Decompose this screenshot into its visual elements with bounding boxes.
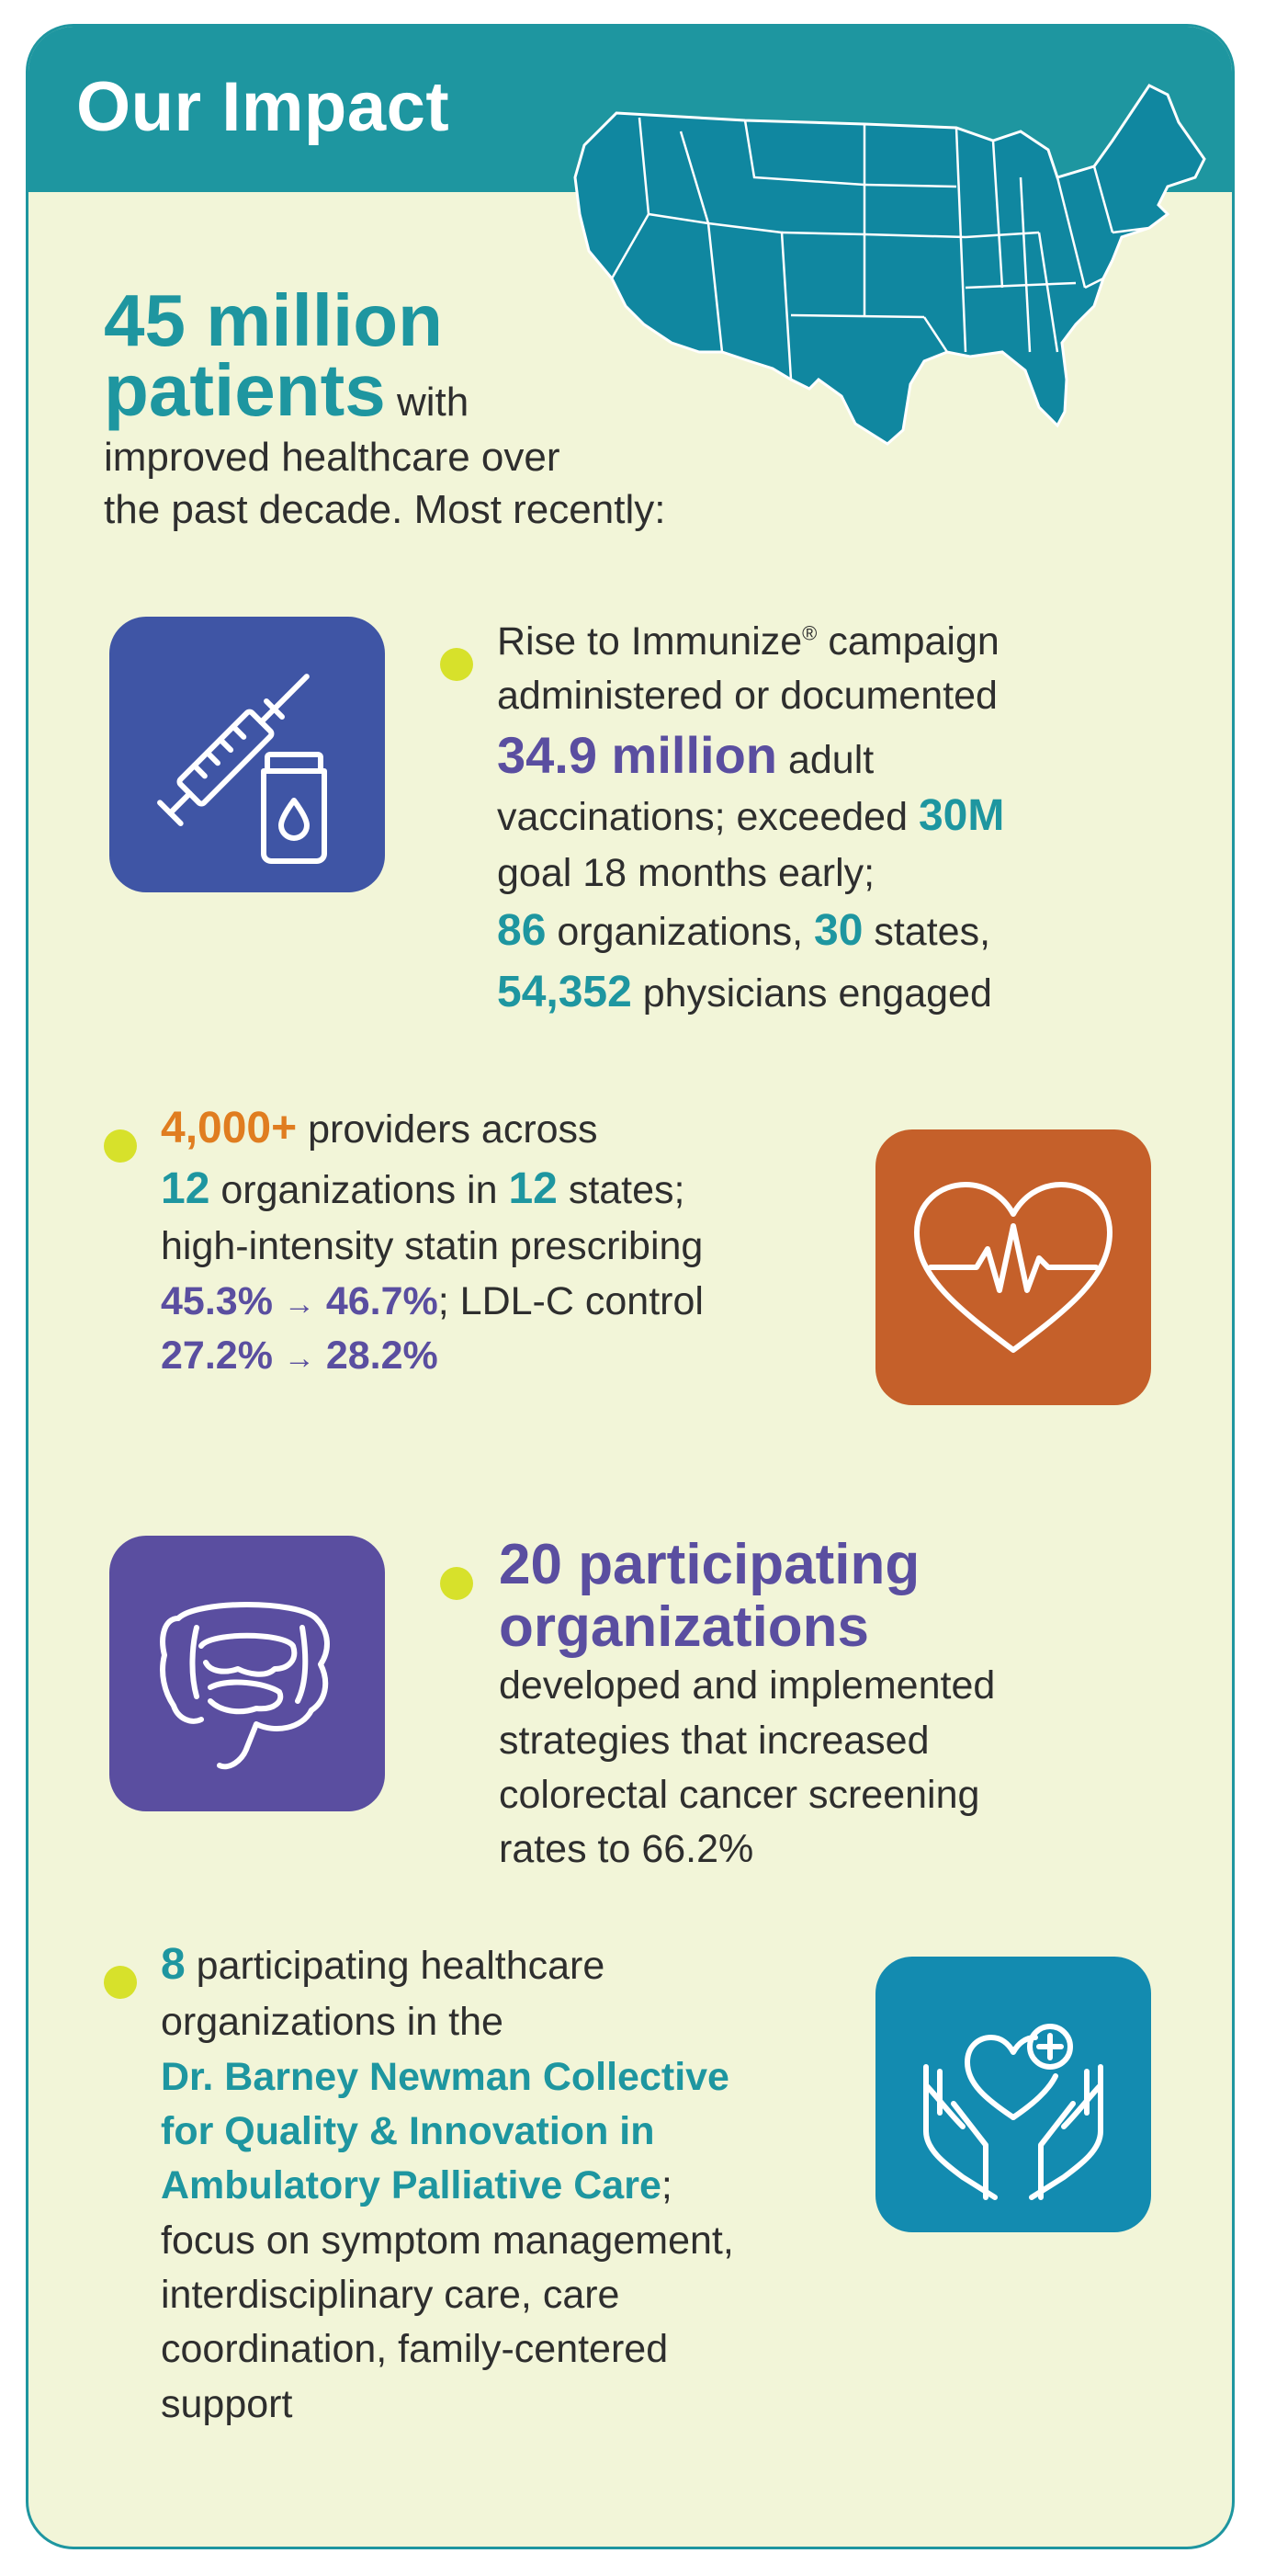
vacc-stat-orgs: 86 [497, 906, 547, 956]
palliative-collective-3: Ambulatory Palliative Care [161, 2163, 661, 2208]
palliative-collective-1: Dr. Barney Newman Collective [161, 2054, 729, 2099]
palliative-line3: ; [661, 2163, 672, 2208]
impact-card [26, 24, 1235, 2549]
intro-text-3: the past decade. Most recently: [104, 487, 666, 533]
statin-stat-states: 12 [508, 1164, 558, 1214]
intro-headline-word: patients [104, 349, 386, 431]
ldl-arrow: → [283, 1341, 315, 1377]
colorectal-line3: colorectal cancer screening [499, 1773, 980, 1818]
statin-line2a: organizations in [209, 1168, 509, 1213]
statin-arrow: → [283, 1286, 315, 1322]
vacc-stat-physicians: 54,352 [497, 967, 632, 1016]
heart-pulse-icon [875, 1129, 1151, 1405]
palliative-line1: participating healthcare [185, 1944, 605, 1988]
vacc-registered-mark: ® [802, 621, 818, 645]
colorectal-text [499, 1534, 1160, 1878]
syringe-vial-icon [109, 617, 385, 892]
intro-text-1: with [385, 380, 469, 425]
statin-line1: providers across [297, 1107, 598, 1152]
vaccination-text [497, 615, 1158, 1023]
intro-headline-number: 45 million [104, 279, 443, 361]
colorectal-line2: strategies that increased [499, 1718, 930, 1763]
vacc-stat-vaccinations: 34.9 million [497, 725, 777, 784]
bullet-dot [440, 1567, 473, 1600]
intestine-icon [109, 1536, 385, 1811]
vacc-stat-states: 30 [814, 906, 864, 956]
statin-to: 46.7% [325, 1278, 438, 1323]
colorectal-line4: rates to 66.2% [499, 1827, 754, 1872]
statin-stat-providers: 4,000+ [161, 1104, 298, 1152]
statin-line3: high-intensity statin prescribing [161, 1224, 704, 1269]
palliative-text [161, 1935, 859, 2432]
palliative-line7: support [161, 2381, 293, 2426]
syringe-vial-icon-box [109, 617, 385, 892]
palliative-collective-2: for Quality & Innovation in [161, 2108, 655, 2153]
statin-stat-orgs: 12 [161, 1164, 210, 1214]
statin-from: 45.3% [161, 1278, 273, 1323]
page-title: Our Impact [76, 68, 450, 146]
colorectal-heading-2: organizations [499, 1595, 870, 1660]
hands-heart-icon-box [875, 1957, 1151, 2232]
bullet-dot [104, 1966, 137, 1999]
intro-text-2: improved healthcare over [104, 435, 560, 480]
vacc-stat-goal: 30M [918, 790, 1005, 840]
statin-line2b: states; [557, 1168, 685, 1213]
heart-pulse-icon-box [875, 1129, 1151, 1405]
palliative-line5: interdisciplinary care, care [161, 2272, 620, 2317]
vacc-line1b: campaign [817, 619, 1000, 664]
palliative-stat-orgs: 8 [161, 1940, 186, 1989]
ldl-from: 27.2% [161, 1333, 273, 1379]
intro-text [104, 279, 673, 536]
statin-text [161, 1098, 859, 1383]
vacc-line2: administered or documented [497, 674, 998, 719]
colorectal-line1: developed and implemented [499, 1663, 996, 1708]
palliative-line4: focus on symptom management, [161, 2218, 734, 2263]
intestine-icon-box [109, 1536, 385, 1811]
vacc-line3: adult [777, 737, 875, 782]
bullet-dot [440, 648, 473, 681]
vacc-line1: Rise to Immunize [497, 619, 803, 664]
vacc-line4: vaccinations; exceeded [497, 794, 919, 839]
statin-line4: ; LDL-C control [437, 1278, 704, 1323]
vacc-line7: physicians engaged [631, 970, 992, 1016]
ldl-to: 28.2% [325, 1333, 438, 1379]
palliative-line6: coordination, family-centered [161, 2327, 669, 2372]
bullet-dot [104, 1129, 137, 1163]
vacc-line5: goal 18 months early; [497, 851, 875, 896]
vacc-line6b: states, [863, 910, 991, 955]
palliative-line2: organizations in the [161, 2000, 503, 2045]
hands-heart-icon [875, 1957, 1151, 2232]
colorectal-heading-1: 20 participating [499, 1533, 921, 1596]
vacc-line6a: organizations, [546, 910, 815, 955]
